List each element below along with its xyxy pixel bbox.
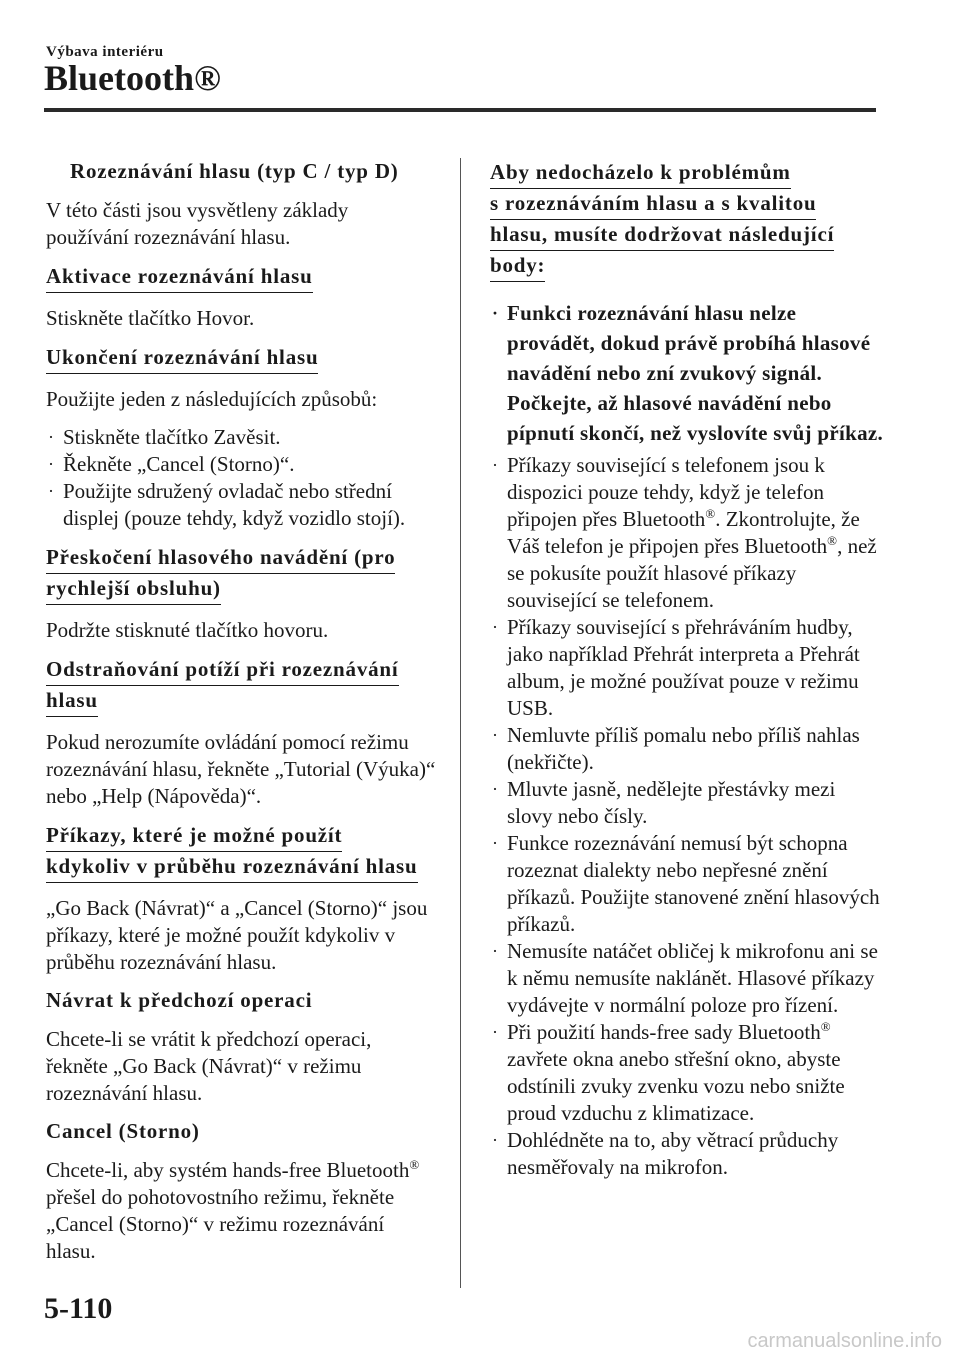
bullet: · xyxy=(48,454,54,474)
list-item: · Řekněte „Cancel (Storno)“. xyxy=(48,452,295,476)
troubleshooting-heading: Odstraňování potíží při rozeznávání hlasu xyxy=(46,655,436,717)
intro-text: V této části jsou vysvětleny základy používání rozeznávání hlasu. xyxy=(46,198,349,249)
left-column xyxy=(46,158,436,1276)
voice-recognition-subtitle: Rozeznávání hlasu (typ C / typ D) xyxy=(70,159,399,183)
cancel-text: Chcete-li, aby systém hands-free Bluetooth® přešel do pohotovostního režimu, řekněte „Cancel (Storno)“ v režimu rozeznávání hlasu. xyxy=(46,1157,420,1263)
section-label: Výbava interiéru xyxy=(46,44,164,60)
list-item: · Funkci rozeznávání hlasu nelze provádět, dokud právě probíhá hlasové navádění nebo zní zvukový signál. Počkejte, až hlasové navádění nebo pípnutí skončí, než vyslovíte svůj příkaz. xyxy=(490,298,885,448)
bullet: · xyxy=(492,303,499,323)
bullet: · xyxy=(492,833,498,853)
bullet: · xyxy=(48,427,54,447)
right-column xyxy=(490,158,885,1192)
bullet: · xyxy=(492,1022,498,1042)
registered-mark: ® xyxy=(820,1019,831,1034)
registered-mark: ® xyxy=(409,1157,420,1172)
tips-list xyxy=(490,452,885,1181)
anytime-commands-text: „Go Back (Návrat)“ a „Cancel (Storno)“ jsou příkazy, které je možné použít kdykoliv v průběhu rozeznávání hlasu. xyxy=(46,896,428,974)
list-item: · Použijte sdružený ovladač nebo střední displej (pouze tehdy, když vozidlo stojí). xyxy=(48,479,406,530)
list-item: · Nemluvte příliš pomalu nebo příliš nahlas (nekřičte). xyxy=(492,723,860,774)
list-item: · Příkazy související s telefonem jsou k dispozici pouze tehdy, když je telefon připojen přes Bluetooth®. Zkontrolujte, že Váš telefon je připojen přes Bluetooth®, než se pokusíte použít hlasové příkazy související se telefonem. xyxy=(492,453,877,612)
anytime-commands-heading: Příkazy, které je možné použít kdykoliv v průběhu rozeznávání hlasu xyxy=(46,821,436,883)
end-heading: Ukončení rozeznávání hlasu xyxy=(46,343,436,374)
bullet: · xyxy=(492,941,498,961)
column-divider xyxy=(460,158,461,1288)
list-item: · Dohlédněte na to, aby větrací průduchy nesměřovaly na mikrofon. xyxy=(492,1128,839,1179)
skip-guidance-heading: Přeskočení hlasového navádění (pro rychlejší obsluhu) xyxy=(46,543,436,605)
list-item: · Při použití hands-free sady Bluetooth® zavřete okna anebo střešní okno, abyste odstínili zvuky zvenku vozu nebo snižte proud vzduchu z klimatizace. xyxy=(492,1019,845,1125)
tips-heading: Aby nedocházelo k problémům s rozeznáváním hlasu a s kvalitou hlasu, musíte dodržovat následující body: xyxy=(490,158,885,282)
bullet: · xyxy=(492,1130,498,1150)
watermark: carmanualsonline.info xyxy=(747,1330,942,1352)
bullet: · xyxy=(492,617,498,637)
skip-guidance-text: Podržte stisknuté tlačítko hovoru. xyxy=(46,618,329,642)
registered-mark: ® xyxy=(705,506,716,521)
page-number: 5-110 xyxy=(44,1292,113,1325)
list-item: · Nemusíte natáčet obličej k mikrofonu ani se k němu nemusíte naklánět. Hlasové příkazy vydávejte v normální poloze pro řízení. xyxy=(492,939,878,1017)
list-item: · Mluvte jasně, nedělejte přestávky mezi slovy nebo čísly. xyxy=(492,777,836,828)
troubleshooting-text: Pokud nerozumíte ovládání pomocí režimu rozeznávání hlasu, řekněte „Tutorial (Výuka)“ nebo „Help (Nápověda)“. xyxy=(46,730,436,808)
important-tip-list xyxy=(490,298,885,448)
end-methods-list xyxy=(46,424,436,532)
bullet: · xyxy=(492,455,498,475)
list-item: · Příkazy související s přehráváním hudby, jako například Přehrát interpreta a Přehrát album, je možné používat pouze v režimu USB. xyxy=(492,615,860,720)
cancel-heading: Cancel (Storno) xyxy=(46,1119,200,1143)
go-back-heading: Návrat k předchozí operaci xyxy=(46,988,313,1012)
go-back-text: Chcete-li se vrátit k předchozí operaci, řekněte „Go Back (Návrat)“ v režimu rozeznávání hlasu. xyxy=(46,1027,372,1105)
bullet: · xyxy=(492,779,498,799)
activate-text: Stiskněte tlačítko Hovor. xyxy=(46,306,255,330)
list-item: · Funkce rozeznávání nemusí být schopna rozeznat dialekty nebo nepřesné znění příkazů. Použijte stanovené znění hlasových příkazů. xyxy=(492,831,880,936)
header-rule xyxy=(44,108,876,112)
bullet: · xyxy=(48,481,54,501)
end-text: Použijte jeden z následujících způsobů: xyxy=(46,387,378,411)
chapter-title: Bluetooth® xyxy=(44,58,221,98)
bullet: · xyxy=(492,725,498,745)
list-item: · Stiskněte tlačítko Zavěsit. xyxy=(48,425,281,449)
registered-mark: ® xyxy=(827,533,838,548)
activate-heading: Aktivace rozeznávání hlasu xyxy=(46,262,436,293)
